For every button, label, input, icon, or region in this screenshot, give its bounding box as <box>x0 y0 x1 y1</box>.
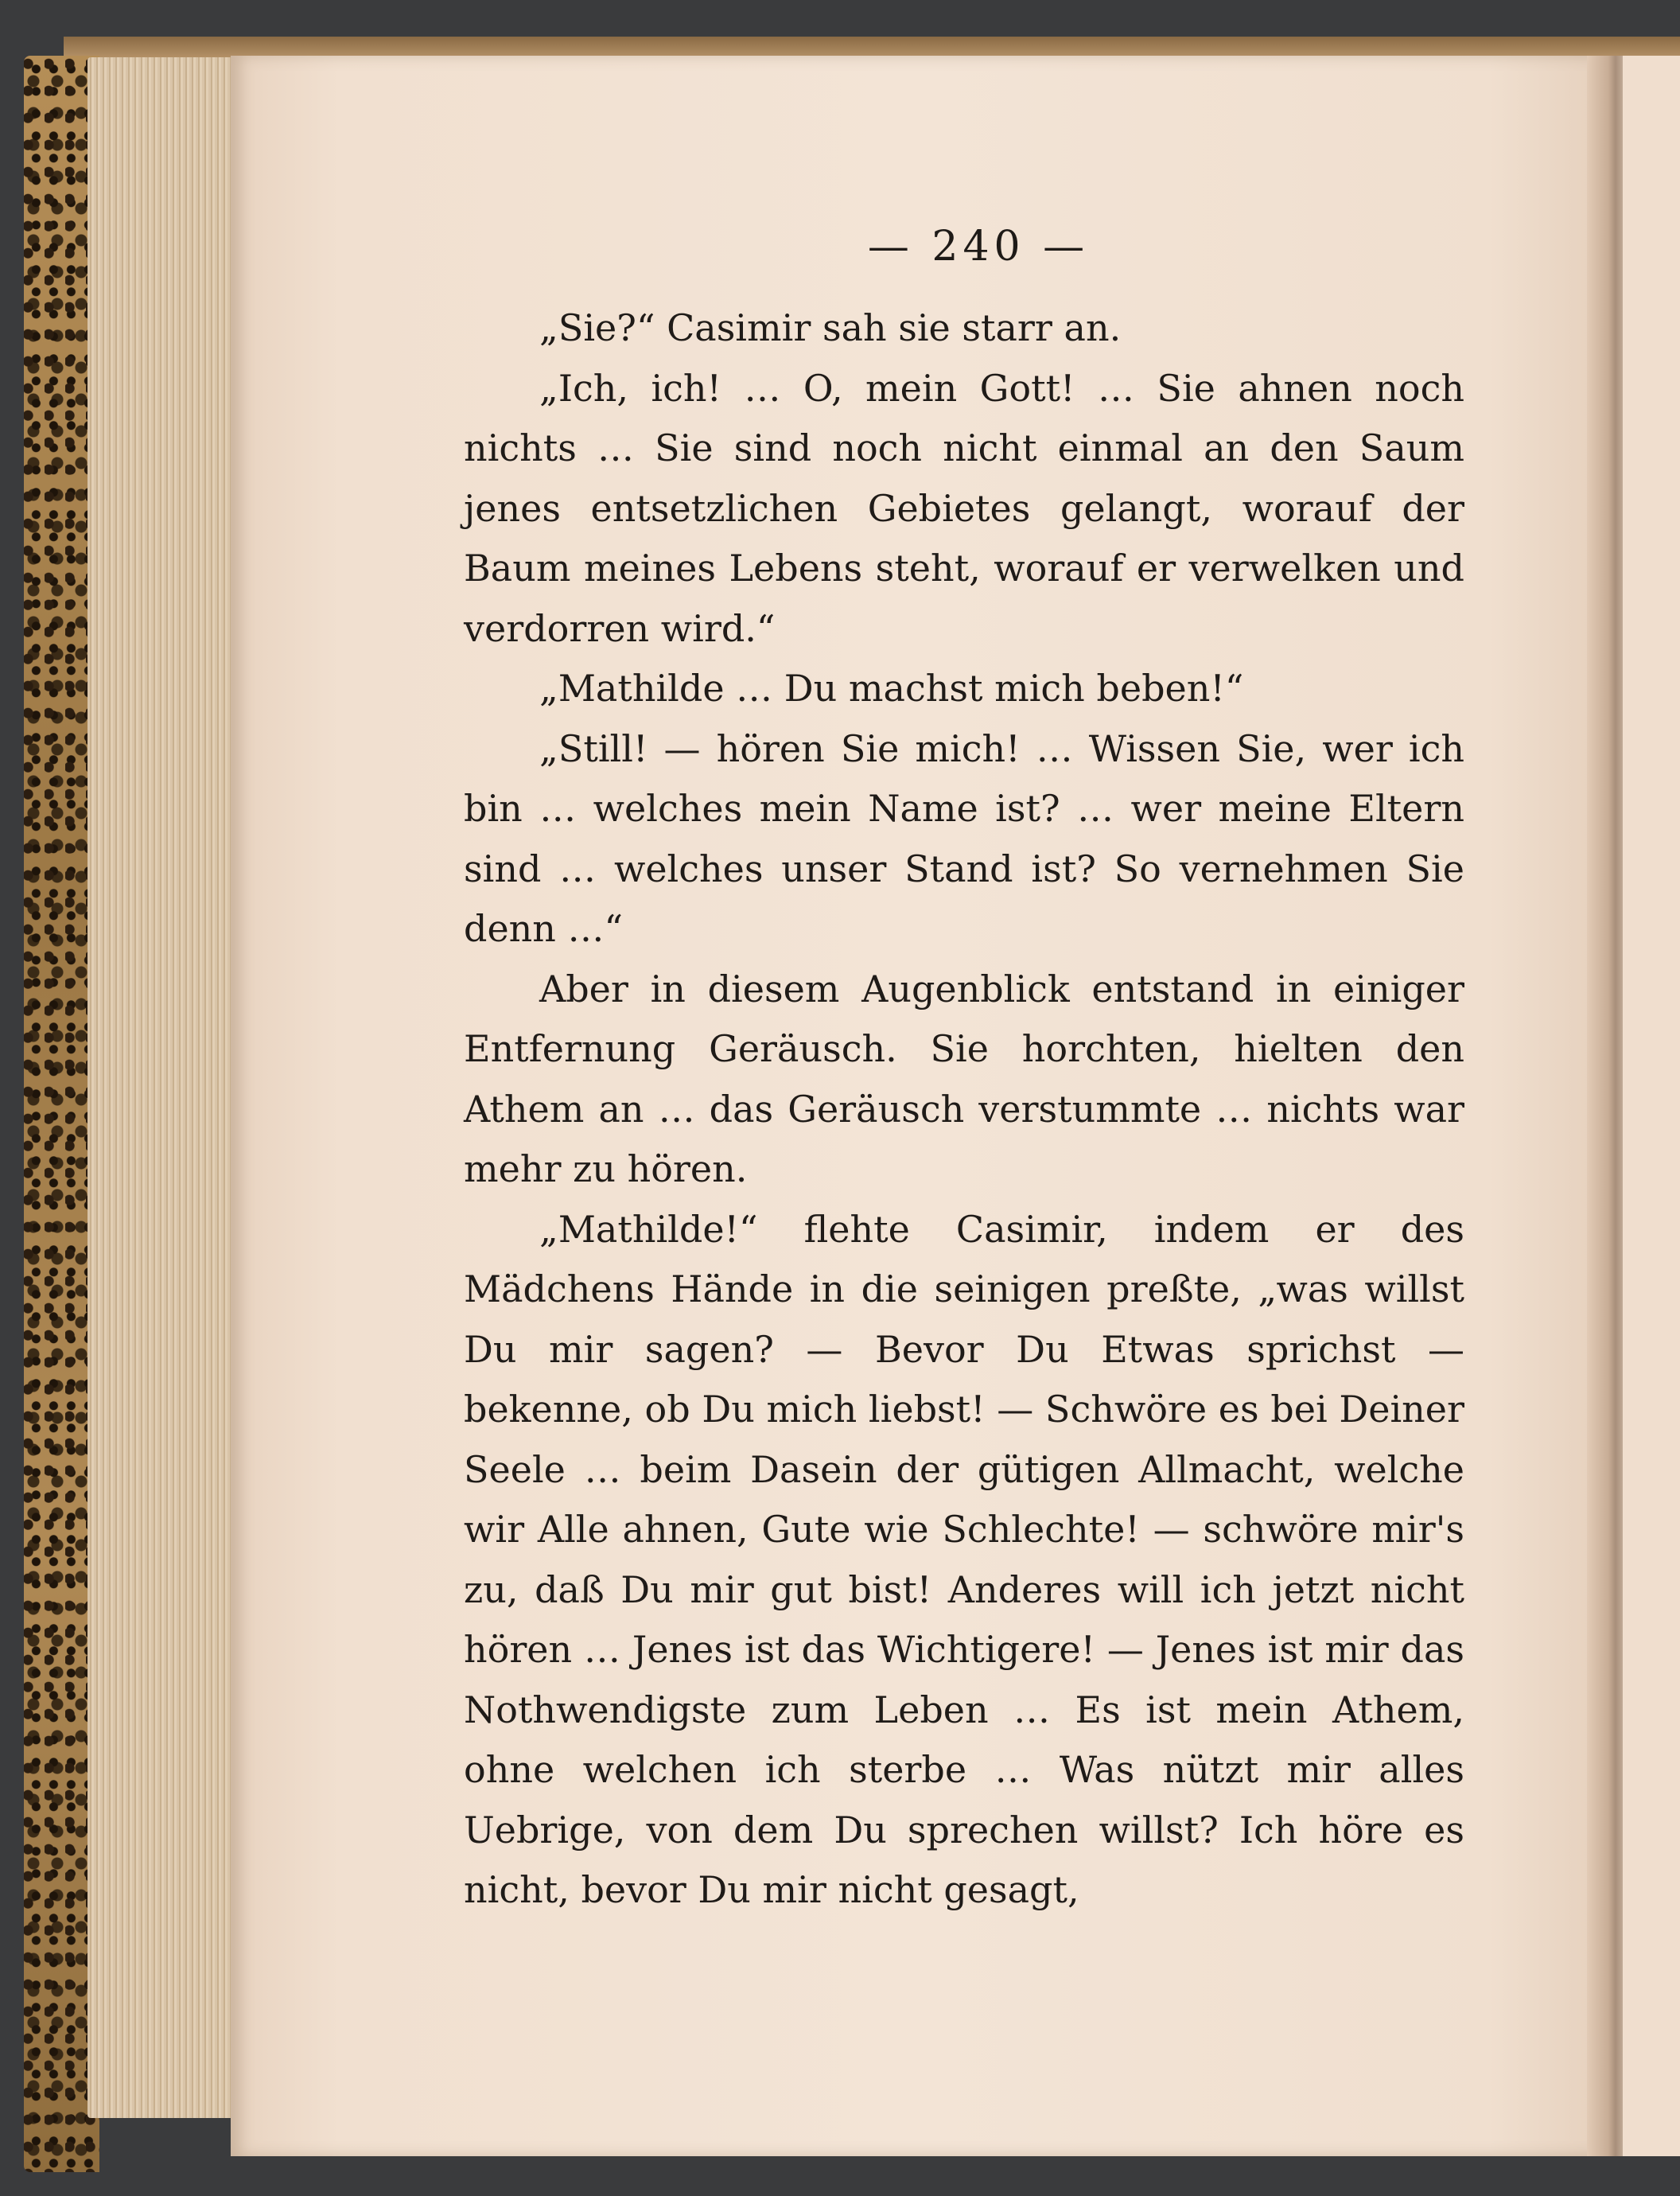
facing-page-edge <box>1623 56 1680 2156</box>
page-number: — 240 — <box>867 223 1090 271</box>
paragraph: „Still! — hören Sie mich! … Wissen Sie, wer ich bin … welches mein Name ist? … wer meine Eltern sind … welches unser Stand ist? So vernehmen Sie denn …“ <box>464 726 1464 950</box>
body-text <box>464 298 1464 1921</box>
paragraph: „Sie?“ Casimir sah sie starr an. <box>539 306 1122 349</box>
book-cover-top <box>64 37 1680 57</box>
page-block-edges <box>88 57 247 2118</box>
paragraph: „Mathilde!“ flehte Casimir, indem er des Mädchens Hände in die seinigen preßte, „was willst Du mir sagen? — Bevor Du Etwas sprichst — bekenne, ob Du mich liebst! — Schwöre es bei Deiner Seele … beim Dasein der gütigen Allmacht, welche wir Alle ahnen, Gute wie Schlechte! — schwöre mir's zu, daß Du mir gut bist! Anderes will ich jetzt nicht hören … Jenes ist das Wichtigere! — Jenes ist mir das Nothwendigste zum Leben … Es ist mein Athem, ohne welchen ich sterbe … Was nützt mir alles Uebrige, von dem Du sprechen willst? Ich höre es nicht, bevor Du mir nicht gesagt, <box>464 1207 1464 1911</box>
paragraph: „Ich, ich! … O, mein Gott! … Sie ahnen noch nichts … Sie sind noch nicht einmal an den Saum jenes entsetzlichen Gebietes gelangt, worauf der Baum meines Lebens steht, worauf er verwelken und verdorren wird.“ <box>464 366 1464 650</box>
paragraph: Aber in diesem Augenblick entstand in einiger Entfernung Geräusch. Sie horchten, hielten den Athem an … das Geräusch verstummte … nichts war mehr zu hören. <box>464 967 1464 1190</box>
paragraph: „Mathilde … Du machst mich beben!“ <box>539 667 1244 710</box>
